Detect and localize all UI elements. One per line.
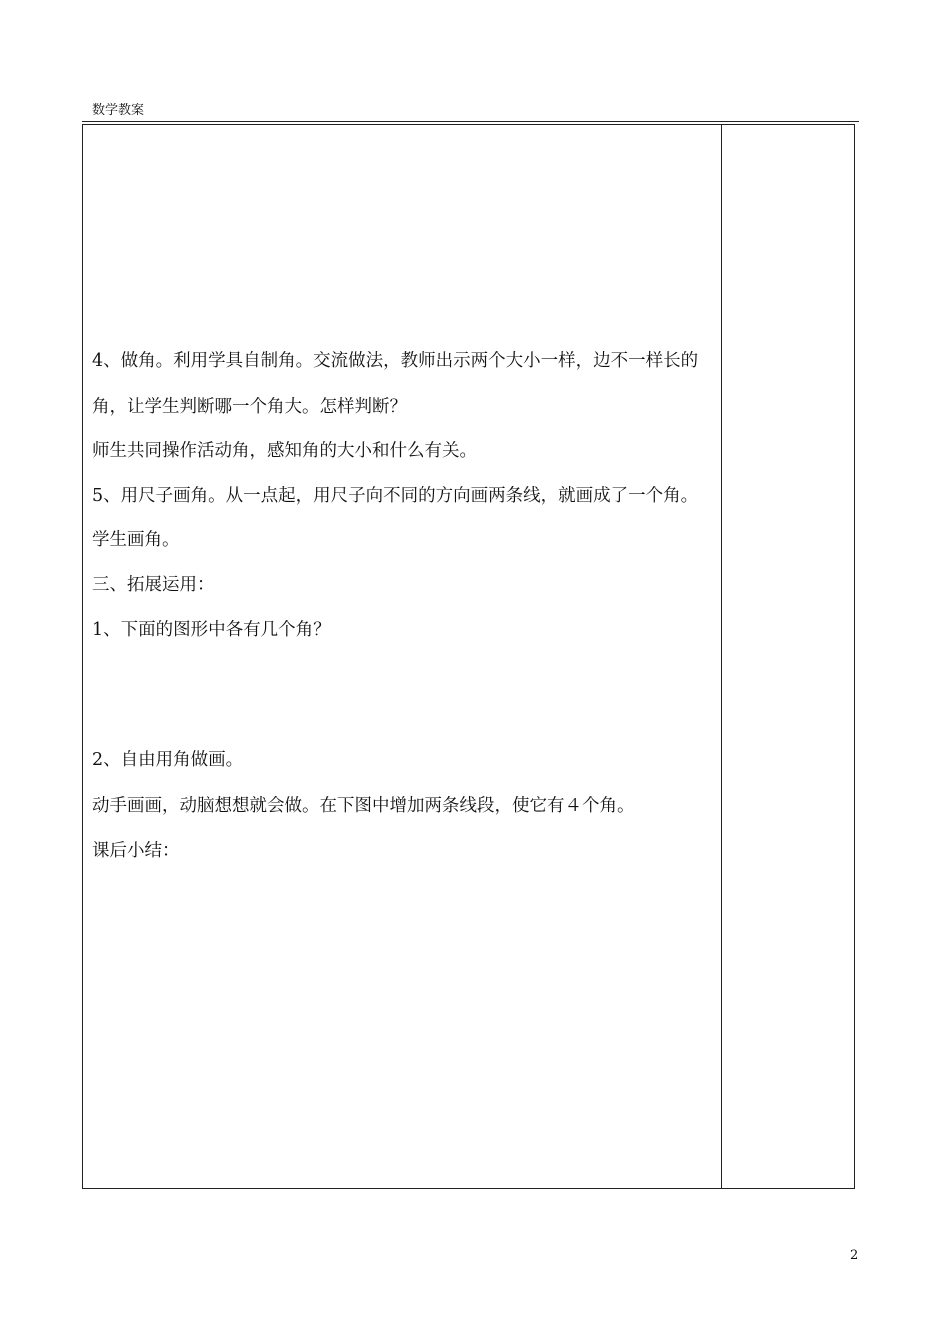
lesson-table	[82, 124, 855, 1189]
content-line: 动手画画，动脑想想就会做。在下图中增加两条线段，使它有４个角。	[92, 796, 635, 816]
content-line: 2、自由用角做画。	[92, 750, 244, 770]
section-heading: 三、拓展运用：	[92, 575, 215, 595]
content-line: 4、做角。利用学具自制角。交流做法，教师出示两个大小一样，边不一样长的	[92, 351, 699, 371]
header-rule	[82, 121, 859, 122]
content-line: 师生共同操作活动角，感知角的大小和什么有关。	[92, 441, 477, 461]
page-number: 2	[850, 1248, 859, 1263]
summary-label: 课后小结：	[92, 841, 180, 861]
content-line: 5、用尺子画角。从一点起，用尺子向不同的方向画两条线，就画成了一个角。	[92, 486, 699, 506]
column-divider	[721, 125, 722, 1188]
content-line: 角，让学生判断哪一个角大。怎样判断？	[92, 397, 407, 417]
content-line: 学生画角。	[92, 530, 180, 550]
document-header-title: 数学教案	[92, 103, 145, 118]
content-line: 1、下面的图形中各有几个角？	[92, 620, 331, 640]
